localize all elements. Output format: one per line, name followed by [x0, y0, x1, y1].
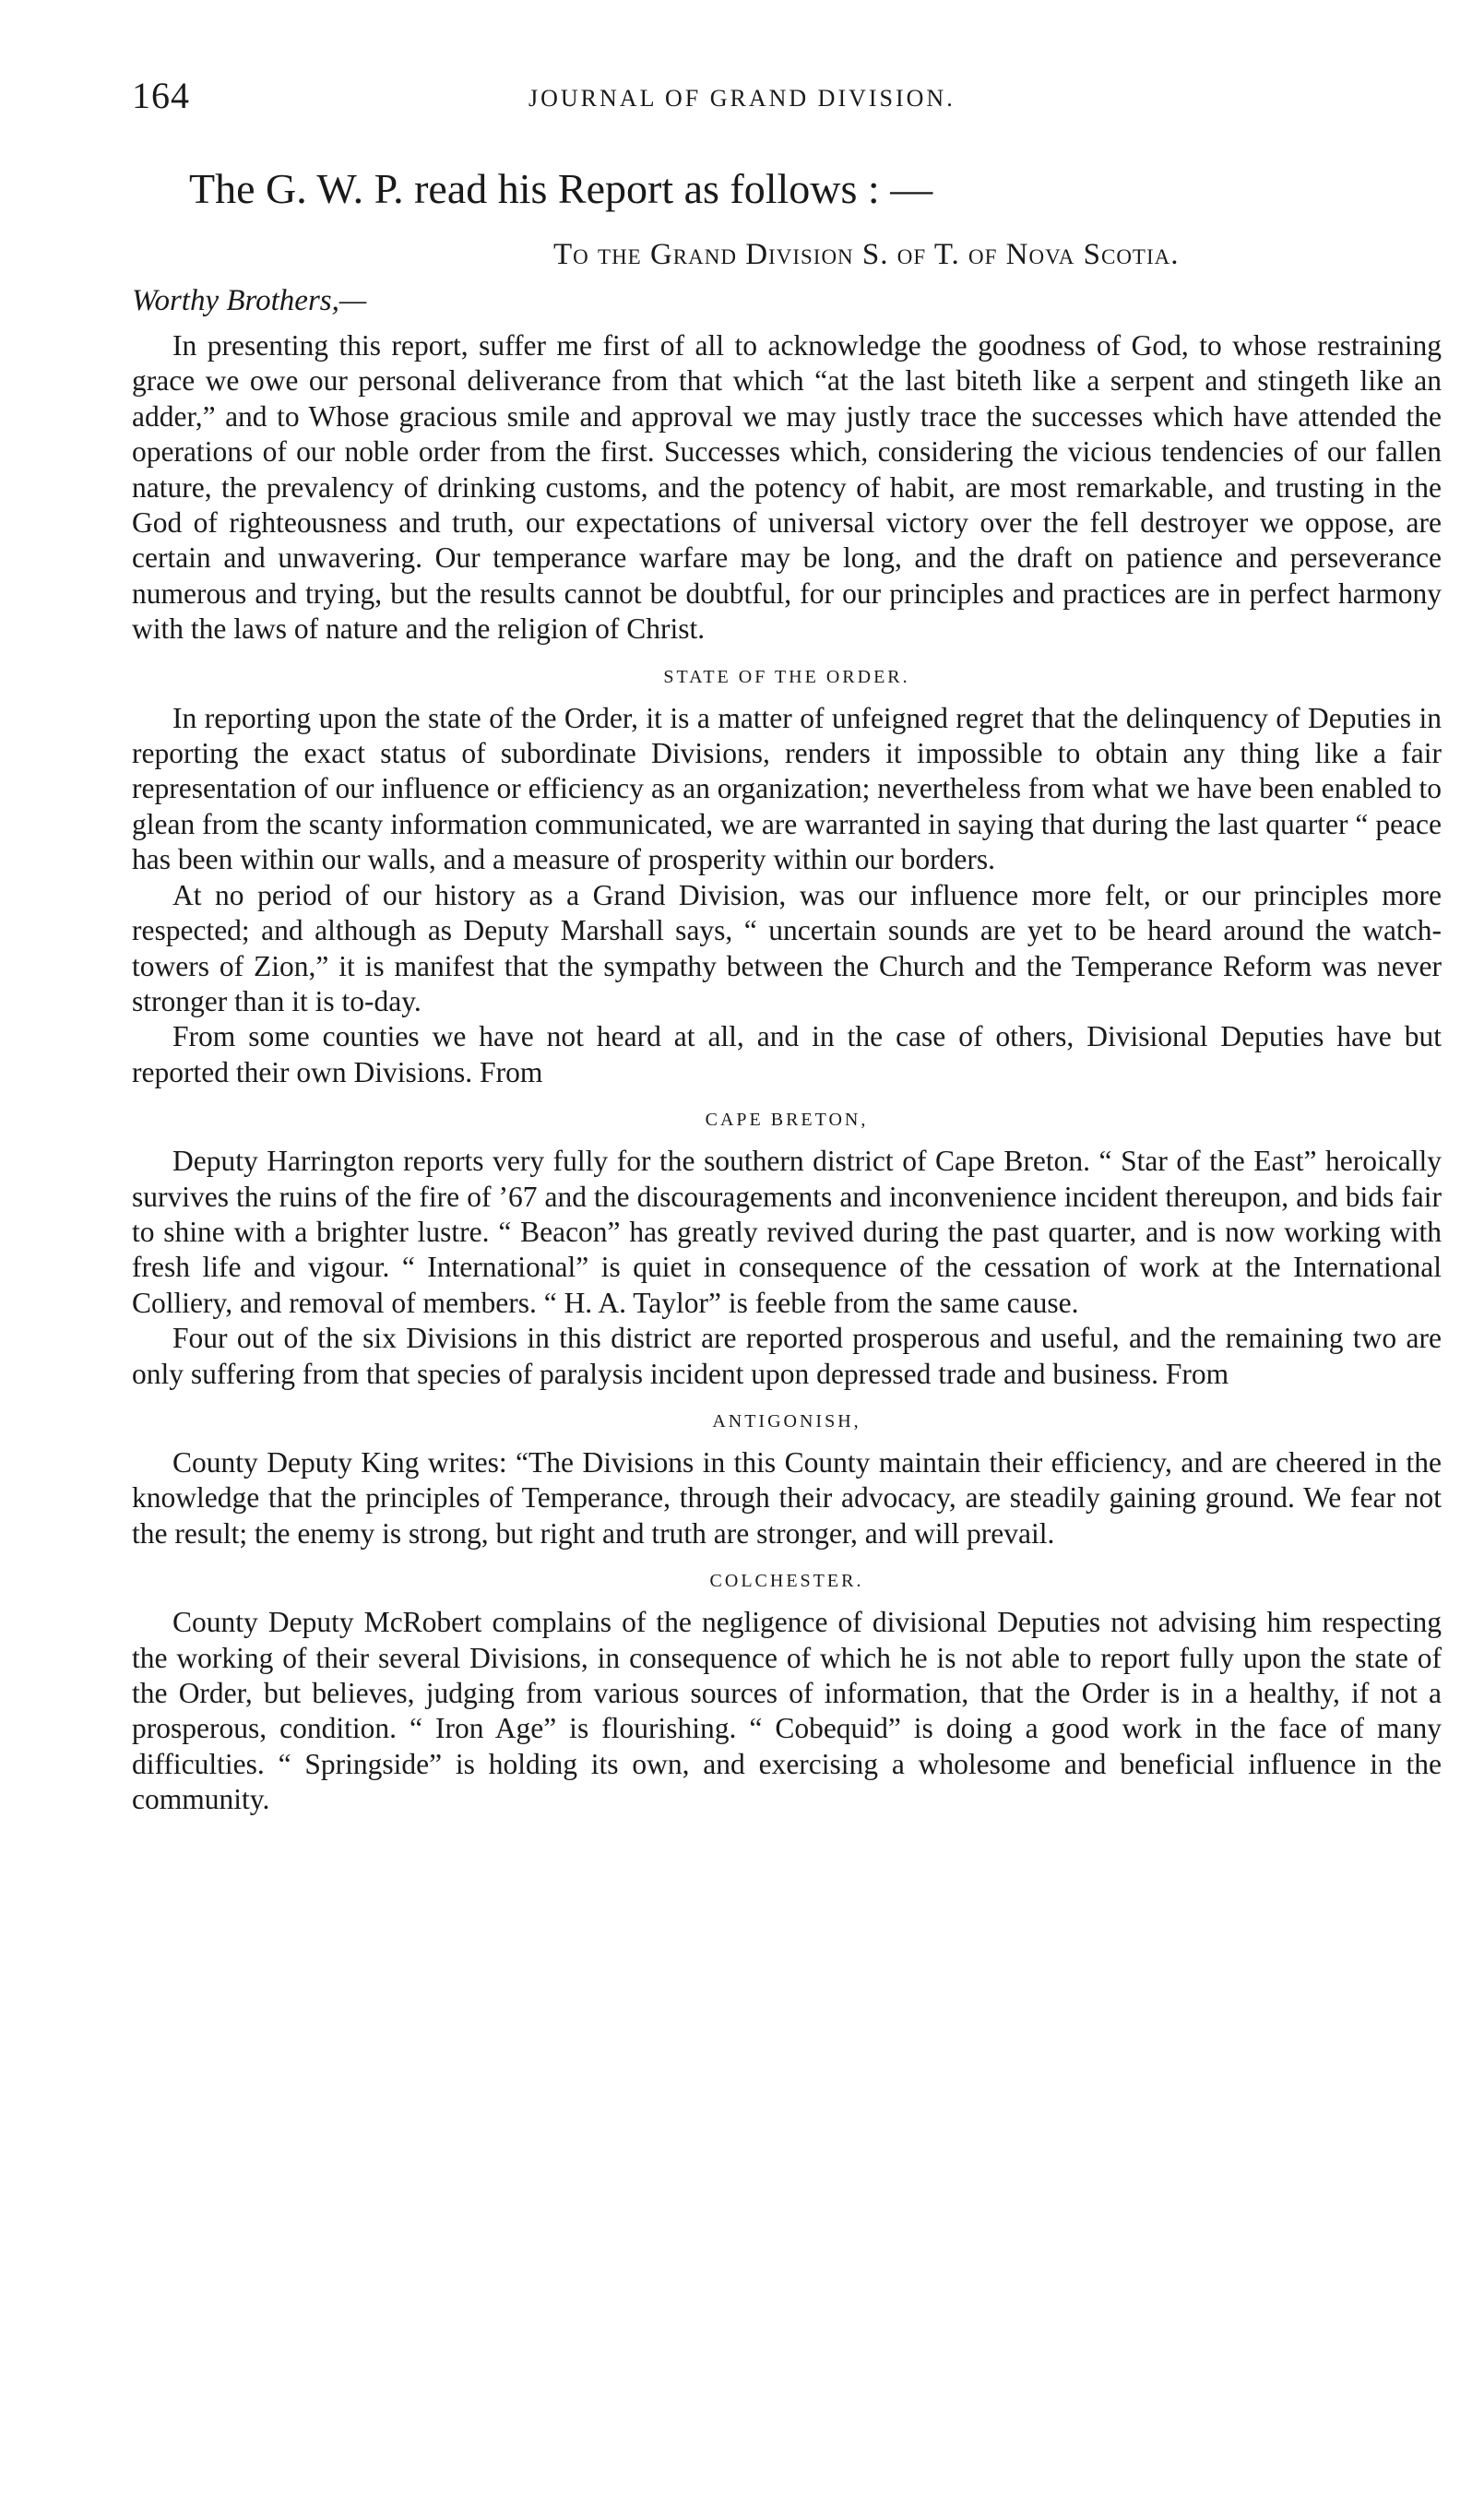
running-head: [132, 74, 1442, 129]
report-body: [132, 328, 1442, 1818]
section-heading: CAPE BRETON,: [705, 1110, 869, 1131]
paragraph: Deputy Harrington reports very fully for the southern district of Cape Breton. “ Star of the East” heroically survives the ruins of the fire of ’67 and the discouragements and inconvenience incident thereupon, and bids fair to shine with a brighter lustre. “ Beacon” has greatly revived during the past quarter, and is now working with fresh life and vigour. “ International” is quiet in consequence of the cessation of work at the International Colliery, and removal of members. “ H. A. Taylor” is feeble from the same cause.: [132, 1145, 1442, 1319]
page-number: 164: [132, 75, 190, 116]
section-heading: COLCHESTER.: [709, 1571, 864, 1592]
paragraph: In reporting upon the state of the Order, it is a matter of unfeigned regret that the delinquency of Deputies in reporting the exact status of subordinate Divisions, renders it impossible to obtain any thing like a fair representation of our influence or efficiency as an organization; nevertheless from what we have been enabled to glean from the scanty information communicated, we are warranted in saying that during the last quarter “ peace has been within our walls, and a measure of prosperity within our borders.: [132, 701, 1442, 876]
section-heading: STATE OF THE ORDER.: [663, 666, 910, 687]
report-address: To the Grand Division S. of T. of Nova Scotia.: [553, 238, 1180, 271]
paragraph: In presenting this report, suffer me first of all to acknowledge the goodness of God, to whose restraining grace we owe our personal deliverance from that which “at the last biteth like a serpent and stingeth like an adder,” and to Whose gracious smile and approval we may justly trace the successes which have attended the operations of our noble order from the first. Successes which, considering the vicious tendencies of our fallen nature, the prevalency of drinking customs, and the potency of habit, are most remarkable, and trusting in the God of righteousness and truth, our expectations of universal victory over the fell destroyer we oppose, are certain and unwavering. Our temperance warfare may be long, and the draft on patience and perseverance numerous and trying, but the results cannot be doubtful, for our principles and practices are in perfect harmony with the laws of nature and the religion of Christ.: [132, 329, 1442, 646]
running-title: JOURNAL OF GRAND DIVISION.: [528, 85, 956, 112]
section-heading: ANTIGONISH,: [712, 1410, 861, 1432]
report-intro: The G. W. P. read his Report as follows : —: [189, 165, 933, 212]
paragraph: County Deputy McRobert complains of the negligence of divisional Deputies not advising him respecting the working of their several Divisions, in consequence of which he is not able to report fully upon the state of the Order, but believes, judging from various sources of information, that the Order is in a healthy, if not a prosperous, condition. “ Iron Age” is flourishing. “ Cobequid” is doing a good work in the face of many difficulties. “ Springside” is holding its own, and exercising a wholesome and beneficial influence in the community.: [132, 1606, 1442, 1816]
paragraph: From some counties we have not heard at all, and in the case of others, Divisional Deputies have but reported their own Divisions. From: [132, 1020, 1442, 1088]
salutation: Worthy Brothers,—: [132, 284, 367, 317]
paragraph: At no period of our history as a Grand Division, was our influence more felt, or our principles more respected; and although as Deputy Marshall says, “ uncertain sounds are yet to be heard around the watch-towers of Zion,” it is manifest that the sympathy between the Church and the Temperance Reform was never stronger than it is to-day.: [132, 878, 1442, 1017]
paragraph: Four out of the six Divisions in this district are reported prosperous and useful, and the remaining two are only suffering from that species of paralysis incident upon depressed trade and business. From: [132, 1322, 1442, 1390]
paragraph: County Deputy King writes: “The Divisions in this County maintain their efficiency, and are cheered in the knowledge that the principles of Temperance, through their advocacy, are steadily gaining ground. We fear not the result; the enemy is strong, but right and truth are stronger, and will prevail.: [132, 1445, 1442, 1550]
